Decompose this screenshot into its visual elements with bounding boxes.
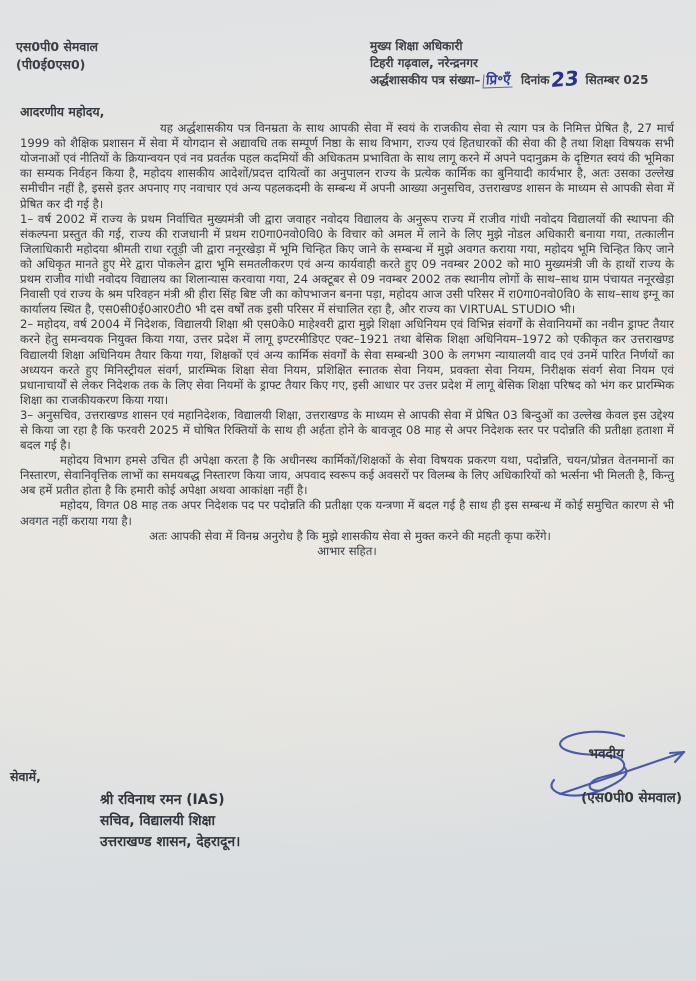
signature-block	[396, 722, 696, 832]
paragraph-expectation: महोदय विभाग हमसे उचित ही अपेक्षा करता है कि अधीनस्थ कार्मिकों/शिक्षकों के सेवा विषयक प्रकरण यथा, पदोन्नति, चयन/प्रोन्नत वेतनमानों का निस्तारण, सेवानिवृत्तिक लाभों का समयबद्ध निस्तारण किया जाय, अपवाद स्वरूप कई अवसरों पर विलम्ब के लिए अधिकारियों को भर्त्सना भी मिलती है, किन्तु अब हमें प्रतीत होता है कि हमारी कोई अपेक्षा अथवा आकांक्षा नहीं है।	[20, 453, 674, 498]
reference-and-date-line	[370, 65, 682, 93]
salutation: आदरणीय महोदय,	[20, 104, 105, 119]
sender-block	[16, 38, 98, 74]
handwritten-ref-number: प्रि॰एँ	[483, 73, 514, 88]
recipient-office-block	[370, 38, 682, 93]
valediction: भवदीय	[588, 746, 624, 762]
ref-prefix: अर्द्धशासकीय पत्र संख्या–	[370, 73, 481, 87]
letter-body	[0, 104, 696, 559]
addressee-name: श्री रविनाथ रमन (IAS)	[100, 792, 225, 808]
addressee-block	[10, 768, 240, 853]
sender-name: एस0पी0 सेमवाल	[16, 39, 99, 54]
signature-scribble-icon	[524, 722, 694, 822]
signatory-name: (एस0पी0 सेमवाल)	[581, 790, 682, 806]
recipient-title: मुख्य शिक्षा अधिकारी	[370, 39, 463, 53]
paragraph-point-1: 1– वर्ष 2002 में राज्य के प्रथम निर्वाचित मुख्यमंत्री जी द्वारा जवाहर नवोदय विद्यालय के अनुरूप राज्य में राजीव गांधी नवोदय विद्यालयों की स्थापना की संकल्पना प्रस्तुत की गई, राज्य की राजधानी में प्रथम रा0गा0नवो0वि0 के विचार को अमल में लाने के लिए मुझे नोडल अधिकारी बनाया गया, तत्कालीन जिलाधिकारी महोदया श्रीमती राधा रतूड़ी जी द्वारा ननूरखेड़ा में भूमि चिन्हित किए जाने के सम्बन्ध में मुझे अवगत कराया गया, महोदय भूमि चिन्हित किए जाने को अधिकृत मानते हुए मेरे द्वारा पोकलेन द्वारा भूमि समतलीकरण एवं अन्य कार्यवाही करते हुए 09 नवम्बर 2002 को मा0 मुख्यमंत्री जी के हाथों राज्य के प्रथम राजीव गांधी नवोदय विद्यालय का शिलान्यास करवाया गया, 24 अक्टूबर से 09 नवम्बर 2002 तक स्थानीय लोगों के साथ–साथ ग्राम पंचायत ननूरखेड़ा निवासी एवं राज्य के श्रम परिवहन मंत्री श्री हीरा सिंह बिष्ट जी का कोपभाजन बनना पड़ा, महोदय आज उसी परिसर में रा0गा0नवो0वि0 के साथ–साथ इग्नू का कार्यालय स्थित है, एस0सी0ई0आर0टी0 भी दस वर्षों तक इसी परिसर में संचालित रहा है, और राज्य का VIRTUAL STUDIO भी।	[20, 211, 674, 317]
paragraph-request: अतः आपकी सेवा में विनम्र अनुरोध है कि मुझे शासकीय सेवा से मुक्त करने की महती कृपा करेंगे।	[149, 528, 551, 543]
paragraph-point-2: 2– महोदय, वर्ष 2004 में निदेशक, विद्यालयी शिक्षा श्री एस0के0 माहेश्वरी द्वारा मुझे शिक्षा अधिनियम एवं विभिन्न संवर्गों के सेवानियमों का नवीन ड्राफ्ट तैयार करने हेतु समन्वयक नियुक्त किया गया, उत्तर प्रदेश में लागू इण्टरमीडिएट एक्ट–1921 तथा बेसिक शिक्षा अधिनियम–1972 को एकीकृत कर उत्तराखण्ड विद्यालयी शिक्षा अधिनियम तैयार किया गया, शिक्षकों एवं अन्य कार्मिक संवर्गों के सेवा सम्बन्धी 300 के लगभग न्यायालयी वाद एवं उनमें पारित निर्णयों का अध्ययन करते हुए मिनिस्ट्रीयल संवर्ग, प्रारम्भिक शिक्षा सेवा नियम, प्रशिक्षित स्नातक सेवा नियम, प्रवक्ता सेवा नियम, निरीक्षक संवर्ग सेवा नियम एवं प्रधानाचार्यों से लेकर निदेशक तक के लिए सेवा नियमों के ड्राफ्ट तैयार किए गए, इसी आधार पर उत्तर प्रदेश में लागू बेसिक शिक्षा परिषद को भंग कर प्रारम्भिक शिक्षा का राजकीयकरण किया गया।	[20, 317, 674, 407]
paragraph-point-3: 3– अनुसचिव, उत्तराखण्ड शासन एवं महानिदेशक, विद्यालयी शिक्षा, उत्तराखण्ड के माध्यम से आपकी सेवा में प्रेषित 03 बिन्दुओं का उल्लेख केवल इस उद्देश्य से किया जा रहा है कि फरवरी 2025 में घोषित रिक्तियों के साथ ही अर्हता होने के बावजूद 08 माह से अपर निदेशक स्तर पर पदोन्नति की प्रतीक्षा हताशा में बदल गई है।	[20, 407, 674, 453]
handwritten-date-day: 23	[550, 65, 581, 93]
letterhead	[0, 0, 696, 93]
addressee-office: उत्तराखण्ड शासन, देहरादून।	[100, 834, 241, 850]
recipient-place: टिहरी गढ़वाल, नरेन्द्रनगर	[370, 56, 478, 70]
paragraph-thanks: आभार सहित।	[317, 543, 377, 558]
paragraph-intro: यह अर्द्धशासकीय पत्र विनम्रता के साथ आपकी सेवा में स्वयं के राजकीय सेवा से त्याग पत्र के निमित्त प्रेषित है, 27 मार्च 1999 को शैक्षिक प्रशासन में सेवा में योगदान से अद्यावधि तक सम्पूर्ण निष्ठा के साथ विभाग, राज्य एवं हितधारकों की सेवा की है तथा शिक्षा विषयक सभी योजनाओं एवं नीतियों के क्रियान्वयन एवं नव प्रवर्तक पहल कदमियों की अधिकतम प्रभाविता के साथ लागू करने में अपने पदानुक्रम के दृष्टिगत स्वयं की भूमिका का सम्यक निर्वहन किया है, महोदय शासकीय आदेशों/प्रदत्त दायित्वों का अनुपालन राज्य के प्रत्येक कार्मिक का बुनियादी कार्यभार है, अतः उसका उल्लेख समीचीन नहीं है, इससे इतर अपनाए गए नवाचार एवं अन्य पहलकदमी के सम्बन्ध में अपनी आख्या अनुसचिव, उत्तराखण्ड शासन के माध्यम से आपकी सेवा में प्रेषित कर दी गई है।	[20, 121, 674, 211]
date-rest: सितम्बर 025	[585, 73, 649, 87]
sender-cadre: (पी0ई0एस0)	[16, 57, 86, 72]
addressee-label: सेवामें,	[10, 769, 41, 784]
paragraph-wait: महोदय, विगत 08 माह तक अपर निदेशक पद पर पदोन्नति की प्रतीक्षा एक यन्त्रणा में बदल गई है साथ ही इस सम्बन्ध में कोई समुचित कारण से भी अवगत नहीं कराया गया है।	[20, 498, 674, 528]
date-label: दिनांक	[521, 73, 550, 87]
addressee-title: सचिव, विद्यालयी शिक्षा	[100, 813, 216, 829]
